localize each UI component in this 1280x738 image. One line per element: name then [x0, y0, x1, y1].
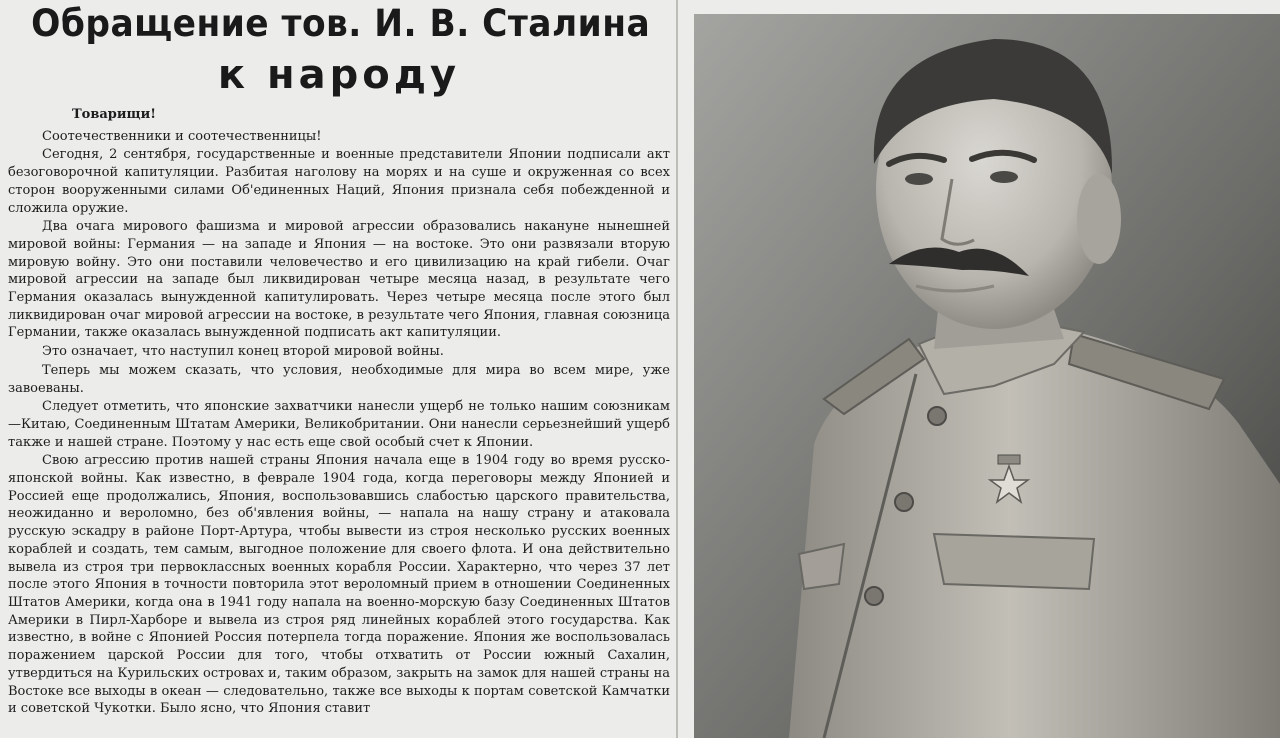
- headline: [8, 0, 670, 98]
- portrait-illustration: [694, 14, 1280, 738]
- portrait-photo: [694, 14, 1280, 738]
- paragraph: Теперь мы можем сказать, что условия, необходимые для мира во всем мире, уже завоеваны.: [8, 362, 670, 396]
- headline-line-2: к народу: [217, 52, 461, 98]
- article-body: [8, 106, 670, 718]
- paragraph: Сегодня, 2 сентября, государственные и военные представители Японии подписали акт безоговорочной капитуляции. Разбитая наголову на морях и на суше и окруженная со всех сторон вооруженными силами Об'единенных Наций, Япония признала себя побежденной и сложила оружие.: [8, 147, 670, 216]
- paragraph: Два очага мирового фашизма и мировой агрессии образовались накануне нынешней мировой войны: Германия — на западе и Япония — на востоке. Это они развязали вторую мировую войну. Это они поставили человечество и его цивилизацию на край гибели. Очаг мировой агрессии на западе был ликвидирован четыре месяца назад, в результате чего Германия оказалась вынужденной капитулировать. Через четыре месяца после этого был ликвидирован очаг мировой агрессии на востоке, в результате чего Япония, главная союзница Германии, также оказалась вынужденной подписать акт капитуляции.: [8, 219, 670, 341]
- paragraph: Свою агрессию против нашей страны Япония начала еще в 1904 году во время русско-японской войны. Как известно, в феврале 1904 года, когда переговоры между Японией и Россией еще продолжались, Япония, воспользовавшись слабостью царского правительства, неожиданно и вероломно, без об'явления войны, — напала на нашу страну и атаковала русскую эскадру в районе Порт-Артура, чтобы вывести из строя несколько русских военных кораблей и создать, тем самым, выгодное положение для своего флота. И она действительно вывела из строя три первоклассных военных корабля России. Характерно, что через 37 лет после этого Япония в точности повторила этот вероломный прием в отношении Соединенных Штатов Америки, когда она в 1941 году напала на военно-морскую базу Соединенных Штатов Америки в Пирл-Харборе и вывела из строя ряд линейных кораблей этого государства. Как известно, в войне с Японией Россия потерпела тогда поражение. Япония же воспользовалась поражением царской России для того, чтобы отхватить от России южный Сахалин, утвердиться на Курильских островах и, таким образом, закрыть на замок для нашей страны на Востоке все выходы в океан — следовательно, также все выходы к портам советской Камчатки и советской Чукотки. Было ясно, что Япония ставит: [8, 453, 670, 717]
- paragraph: Следует отметить, что японские захватчики нанесли ущерб не только нашим союзникам—Китаю, Соединенным Штатам Америки, Великобритании. Они нанесли серьезнейший ущерб также и нашей стране. Поэтому у нас есть еще свой особый счет к Японии.: [8, 399, 670, 450]
- headline-line-1: Обращение тов. И. В. Сталина: [31, 2, 651, 45]
- salutation: Товарищи!: [72, 107, 156, 122]
- column-divider: [676, 0, 678, 738]
- paragraph: Соотечественники и соотечественницы!: [42, 128, 322, 144]
- article-column: [8, 0, 670, 738]
- paragraph: Это означает, что наступил конец второй мировой войны.: [42, 344, 444, 360]
